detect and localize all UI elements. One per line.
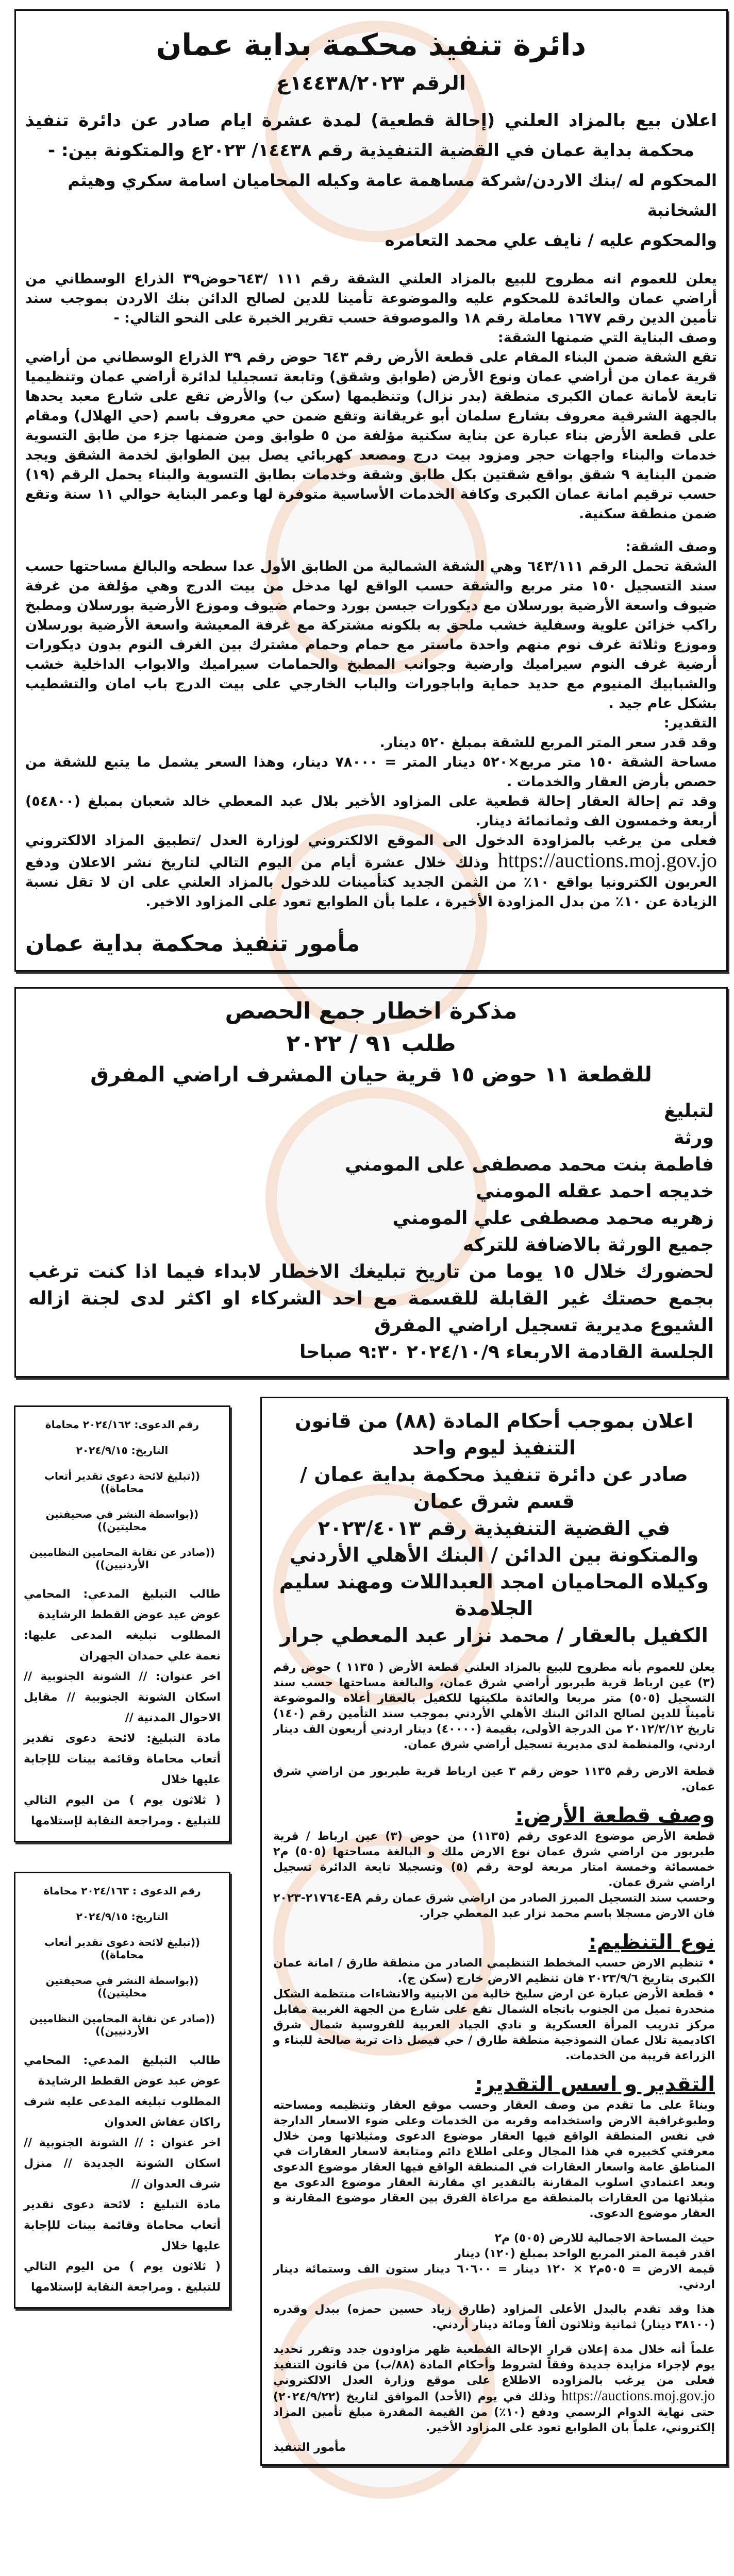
paragraph: يعلن للعموم انه مطروح للبيع بالمزاد العلني الشقة رقم ١١١ /٦٤٣حوض٣٩ الذراع الوسطاني من أراضي عمان والعائدة للمحكوم عليه والموضوعة تأمينا للدين لصالح الدائن بنك الاردن بموجب سند تأمين الدين رقم ١٦٧٧ معاملة رقم ١٨ والموصوفة حسب تقرير الخبرة على النحو التالي: - (25, 271, 717, 326)
section-heading: التقدير: (663, 715, 717, 731)
case-number: رقم الدعوى: ٢٠٢٤/١٦٢ محاماة (45, 1418, 199, 1431)
list-item: فاطمة بنت محمد مصطفى على المومني (345, 1154, 714, 1175)
auction-url-link[interactable]: https://auctions.moj.gov.jo (561, 2388, 715, 2404)
paragraph: هذا وقد تقدم بالبدل الأعلى المزاود (طارق زياد حسين حمزه) ببدل وقدره (٣٨١٠٠ دينار) ثمانية وثلاثون ألفاً ومائة دينار أردني. (273, 2303, 715, 2331)
section-heading: نوع التنظيم: (588, 1930, 715, 1954)
list-item: خديجه احمد عقله المومني (476, 1181, 714, 1202)
lawsuit-notice-162 (14, 1405, 230, 1842)
left-column (14, 1405, 230, 2309)
case-date: التاريخ: ٢٠٢٤/٩/١٥ (76, 1444, 169, 1456)
deadline: ( ثلاثون يوم ) من اليوم التالي للتبليغ . ومراجعة النقابة لإستلامها (24, 1794, 221, 1827)
paragraph (273, 2342, 715, 2436)
header-line: والمتكونة بين الدائن / البنك الأهلي الأردني (289, 1544, 699, 1566)
heading: ((بواسطة النشر في صحيفتين محليتين)) (45, 1508, 199, 1533)
signature: مأمور تنفيذ محكمة بداية عمان (25, 930, 360, 957)
paragraph: وحسب سند التسجيل المبرز الصادر من اراضي شرق عمان رقم EA-٢١٧٦٤-٢٠٢٣ فان الارض مسجلا باسم محمد نزار عبد المعطي جرار. (273, 1892, 715, 1920)
heading: ((تبليغ لائحة دعوى تقدير أتعاب محاماة)) (44, 1470, 201, 1495)
address: اخر عنوان : // الشونة الجنوبية // اسكان الشونة الجديدة // منزل شرف العدوان // (24, 2137, 221, 2191)
section-heading: وصف قطعة الأرض: (515, 1804, 715, 1827)
text: فعلى من يرغب بالمزاودة الدخول الى الموقع الالكتروني لوزارة العدل /تطبيق المزاد الالكتروني (25, 833, 717, 849)
case-number: رقم الدعوى : ٢٠٢٤/١٦٣ محاماة (43, 1885, 201, 1897)
header-line: وكيلاه المحاميان امجد العبداللات ومهند سليم الجلامدة (279, 1570, 709, 1620)
heading: ((صادر عن نقابة المحامين النظاميين الأردنيين)) (29, 1546, 215, 1571)
plaintiff: طالب التبليغ المدعي: المحامي عوض عيد عوض القطط الرشايدة (24, 1588, 221, 1621)
signature: مأمور التنفيذ (273, 2441, 346, 2454)
calc-line: قيمة الارض = ٥٠٥م٢ × ١٢٠ دينار = ٦٠٦٠٠ دينار ستون الف وستمائة دينار اردني. (273, 2263, 715, 2291)
list-item: جميع الورثة بالاضافة للتركه (462, 1234, 714, 1256)
paragraph: قطعة الارض رقم ١١٣٥ حوض رقم ٣ عين ارباط قرية طبربور من اراضي شرق عمان. (273, 1765, 715, 1793)
auction-notice-amman (14, 9, 728, 972)
list-item: زهريه محمد مصطفى علي المومني (392, 1208, 714, 1229)
notice-intro: اعلان بيع بالمزاد العلني (إحالة قطعية) لمدة عشرة ايام صادر عن دائرة تنفيذ محكمة بداية عمان في القضية التنفيذية رقم ١٤٤٣٨/ ٢٠٢٣ع والمتكونة بين: - (25, 110, 717, 161)
address: اخر عنوان: // الشونة الجنوبية // اسكان الشونة الجنوبية // مقابل الاحوال المدنية // (24, 1670, 221, 1724)
calc-line: اقدر قيمة المتر المربع الواحد بمبلغ (١٢٠) دينار (455, 2247, 715, 2260)
debtor: والمحكوم عليه / نايف علي محمد التعامره (385, 230, 717, 250)
section-heading: وصف الشقة: (625, 539, 717, 555)
text: وذلك خلال عشرة أيام من اليوم التالي لتاريخ نشر الاعلان ودفع العربون الكترونيا بواقع ١٠٪ من الثمن الجديد كتأمينات للدخول بالمزاد العلني على ان لا تقل نسبة الزيادة عن ١٠٪ من بدل المزاودة الأخيرة ، علما بأن الطوابع تعود على المزاود الاخير. (25, 855, 717, 910)
notice-title: مذكرة اخطار جمع الحصص (225, 998, 518, 1024)
auction-notice-east-amman (260, 1397, 728, 2466)
notice-body (25, 269, 717, 912)
list-item: ورثة (673, 1127, 714, 1148)
deadline: ( ثلاثون يوم ) من اليوم التالي للتبليغ . ومراجعة النقابة لإستلامها (24, 2260, 221, 2294)
list-item: لتبليغ (664, 1100, 714, 1122)
paragraph: وقد تم إحالة العقار إحالة قطعية على المزاود الأخير بلال عبد المعطي خالد شعبان بمبلغ (٥٤٨٠٠) أربعة وخمسون الف وثمانمائة دينار. (25, 793, 717, 829)
notice-title: دائرة تنفيذ محكمة بداية عمان (156, 27, 587, 62)
notice-number: الرقم ١٤٤٣٨/٢٠٢٣ع (276, 72, 466, 94)
section-heading: التقدير و اسس التقدير: (475, 2073, 715, 2096)
paragraph: مساحة الشقة ١٥٠ متر مربع×٥٢٠ دينار المتر = ٧٨٠٠٠ دينار، وهذا السعر يشمل ما يتبع للشقة من حصص بأرض العقار والخدمات . (25, 754, 717, 790)
text: علماً أنه خلال مدة إعلان قرار الإحالة القطعية ظهر مزاودون جدد وتقرر تحديد يوم لإجراء مزايدة جديدة وفقاً لشروط وأحكام المادة (٨٨/ب) من قانون التنفيذ فعلى من يرغب بالمزاوده الاطلاع على موقع وزارة العدل الالكتروني (273, 2343, 715, 2387)
case-date: التاريخ: ٢٠٢٤/٩/١٥ (76, 1910, 169, 1923)
shares-merge-notice (14, 987, 728, 1378)
calc-line: حيث المساحة الاجمالية للارض (٥٠٥) م٢ (494, 2232, 715, 2245)
paragraph: قطعة الأرض موضوع الدعوى رقم (١١٣٥) من حوض (٣) عين ارباط / قرية طبربور من اراضي شرق عمان نوع الارض ملك و البالغة مساحتها (٥٠٥) م٢ خمسمائة وخمسة امتار مربعة لوحة رقم (٥) وتسجيلا تابعة الدائرة تسجيل اراضي شرق عمان. (273, 1830, 715, 1889)
paragraph (25, 831, 717, 912)
request-number: طلب ٩١ / ٢٠٢٢ (286, 1030, 456, 1057)
header-line: صادر عن دائرة تنفيذ محكمة بداية عمان / قسم شرق عمان (300, 1463, 688, 1513)
defendant: المطلوب تبليغه المدعى عليه شرف راكان عفاش العدوان (24, 2095, 221, 2129)
header-line: الكفيل بالعقار / محمد نزار عبد المعطي جرار (280, 1624, 708, 1647)
creditor: المحكوم له /بنك الاردن/شركة مساهمة عامة وكيله المحاميان اسامة سكري وهيثم الشخانبة (68, 171, 717, 220)
notice-body: لحضورك خلال ١٥ يوما من تاريخ تبليغك الاخطار لابداء فيما اذا كنت ترغب بجمع حصتك غير القابلة للقسمة مع احد الشركاء او اكثر لدى لجنة ازاله الشيوع مديرية تسجيل اراضي المفرق (28, 1261, 714, 1336)
paragraph: تقع الشقة ضمن البناء المقام على قطعة الأرض رقم ٦٤٣ حوض رقم ٣٩ الذراع الوسطاني من أراضي قرية عمان من أراضي عمان ونوع الأرض (طوابق وشقق) وتابعة تسجيليا لدائرة أراضي عمان وتنظيميا تابعة لأمانة عمان الكبرى منطقة (بدر نزال) وتنظيمها (سكن ب) والأرض تقع على شارع معبد يحدها بالجهة الشرقية معروف بشارع سلمان أبو غريقانة وتقع ضمن حي معروف باسم (حي الهلال) ومقام على قطعة الأرض بناء عبارة عن بناية سكنية مؤلفة من ٥ طوابق ومن ضمنها جزء من طابق التسوية خدمات والبناء واجهات حجر ومزود بيت درج ومصعد كهربائي يصل بين الطوابق لخدمة الشقق ويجد ضمن البناية ٩ شقق بواقع شقتين بكل طابق وشقة وخدمات بطابق التسوية والبناء يحمل الرقم (١٩) حسب ترقيم امانة عمان الكبرى وكافة الخدمات الأساسية متوفرة لها وعمر البناية حوالي ١١ سنة وتقع ضمن منطقة سكنية. (25, 349, 718, 522)
text: وذلك في يوم (الأحد) الموافق لتاريخ (٢٠٢٤/٩/٢٢) حتى نهاية الدوام الرسمي ودفع (١٠٪) من القيمة المقدرة مبلغ تأمين المزاد إلكتروني، علماً بان الطوابع تعود على المزاود الأخير. (273, 2391, 715, 2434)
paragraph: الشقة تحمل الرقم ٦٤٣/١١١ وهي الشقة الشمالية من الطابق الأول عدا سطحه والبالغ مساحتها حسب سند التسجيل ١٥٠ متر مربع والشقة حسب الواقع لها مدخل من بيت الدرج وهي مؤلفة من غرفة ضيوف واسعة الأرضية بورسلان مع ديكورات جبسن بورد وحمام ضيوف وموزع الأرضية بورسلان ومطبخ راكب خزائن علوية وسفلية خشب ملحق به بلكونه مشتركة مع غرفة المعيشة واسعة الأرضية بورسلان وموزع وثلاثة غرف نوم منهم واحدة ماستر مع حمام وحمام مشترك بين الغرف النوم بدون ديكورات أرضية غرف النوم سيراميك وارضية وجوانب المطبخ والحمامات سيراميك والابواب الداخلية خشب والشبابيك المنيوم مع حديد حماية واباجورات والباب الخارجي على بيت الدرج باب امان والتشطيب بشكل عام جيد . (25, 558, 717, 711)
heading: ((بواسطة النشر في صحيفتين محليتين)) (45, 1974, 199, 1999)
auction-url-link[interactable]: https://auctions.moj.gov.jo (497, 849, 717, 872)
defendant: المطلوب تبليغه المدعى عليها: نعمة علي حمدان الجهران (24, 1629, 221, 1663)
bullet-item: • قطعة الأرض عبارة عن ارض سليخ خالية من الابنية والانشاءات منتظمة الشكل منحدرة تميل من الجنوب باتجاه الشمال تقع على شارع من الجهة الغربية مقابل مركز تدريب المرأة العسكرية و نادي الجياد العربية للفروسية شمال شرق اكاديمية تلال عمان النموذجية منطقة طارق / حي فيصل ذات تربة صالحة للبناء و الزراعة قريبة من الخدمات. (273, 1988, 715, 2062)
header-line: في القضية التنفيذية رقم ٢٠٢٣/٤٠١٣ (318, 1517, 671, 1539)
parcel-info: للقطعة ١١ حوض ١٥ قرية حيان المشرف اراضي المفرق (90, 1063, 652, 1087)
subject: مادة التبليغ : لائحة دعوى تقدير أتعاب محاماة وقائمة بينات للإجابة عليها خلال (24, 2198, 221, 2252)
heading: ((صادر عن نقابة المحامين النظاميين الأردنيين)) (29, 2012, 215, 2037)
paragraph: يعلن للعموم بأنه مطروح للبيع بالمزاد العلني قطعة الأرض ( ١١٣٥ ) حوض رقم (٣) عين ارباط قرية طبربور أراضي شرق عمان، والبالغة مساحتها حسب سند التسجيل (٥٠٥) متر مربعا والعائدة ملكيتها للكفيل بالعقار أعلاه والموضوعة تأميناً للدين لصالح الدائن البنك الأهلي الأردني بموجب سند التأمين رقم (١٤٠) تاريخ ٢٠١٢/٢/١٢ من الدرجة الأولى، بقيمة (٤٠٠٠٠) دينار اردني أربعون الف دينار اردني، والمنظمة لدى مديرية تسجيل أراضي شرق عمان. (273, 1661, 715, 1751)
lawsuit-notice-163 (14, 1872, 230, 2309)
header-line: اعلان بموجب أحكام المادة (٨٨) من قانون التنفيذ ليوم واحد (295, 1410, 693, 1459)
heading: ((تبليغ لائحة دعوى تقدير أتعاب محاماة)) (44, 1936, 201, 1961)
bullet-item: • تنظيم الارض حسب المخطط التنظيمي الصادر من منطقة طارق / امانة عمان الكبرى بتاريخ ٢٠٢٣/٩/٦ فان تنظيم الارض خارج (سكن ج). (273, 1957, 715, 1985)
paragraph: وقد قدر سعر المتر المربع للشقة بمبلغ ٥٢٠ دينار. (379, 735, 717, 751)
bottom-section (14, 1397, 734, 2466)
section-heading: وصف البناية التي ضمنها الشقة: (497, 330, 717, 346)
next-session: الجلسة القادمة الاربعاء ٢٠٢٤/١٠/٩ ٩:٣٠ صباحا (299, 1342, 714, 1363)
paragraph: وبناءً على ما تقدم من وصف العقار وحسب موقع العقار وتنظيمه ومساحته وطبوغرافية الارض واستخدامه وقربه من الخدمات وعلى ضوء الاسعار الدارجة في نفس المنطقة الواقع فيها العقار موضوع الدعوى ومثيلاتها ومن خلال معرفتي كخبيره في هذا المجال وعلى اطلاع دائم ومتابعة لاسعار العقارات في المناطق عامة واسعار العقارات في المنطقة الواقع فيها العقار موضوع الدعوى وبعد اعتمادي اسلوب المقارنة بالتقدير اي مقارنة العقار موضوع الدعوى مع مثيلاتها من العقارات بالمنطقة مع مراعاة الفرق بين العقار موضوع المقارنة و العقار موضوع الدعوى. (273, 2099, 715, 2220)
subject: مادة التبليغ: لائحة دعوى تقدير أتعاب محاماة وقائمة بينات للإجابة عليها خلال (24, 1732, 221, 1786)
plaintiff: طالب التبليغ المدعي: المحامي عوض عبد عوض القطط الرشايدة (24, 2054, 221, 2088)
